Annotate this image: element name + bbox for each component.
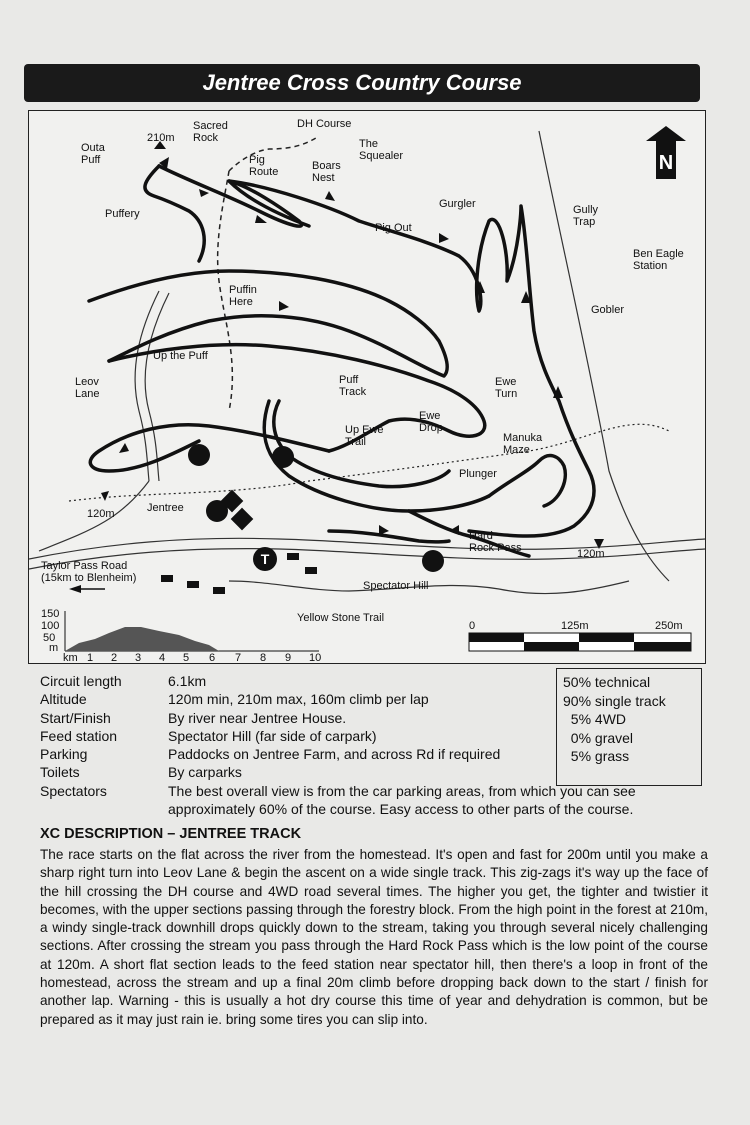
- label-pig-route: Pig Route: [249, 154, 279, 178]
- profile-x-5: 5: [183, 652, 190, 663]
- info-key: Parking: [40, 746, 88, 763]
- title-bar: [24, 64, 700, 102]
- car-icon-5: [213, 587, 225, 594]
- label-leov-lane: Leov Lane: [75, 376, 100, 400]
- car-icon-4: [187, 581, 199, 588]
- car-icon: [287, 553, 299, 560]
- label-ewe-turn: Ewe Turn: [495, 376, 518, 400]
- profile-y-50: 50: [43, 632, 56, 644]
- profile-x-3: 3: [135, 652, 142, 663]
- road-arrow-icon: [69, 585, 81, 593]
- info-key: Altitude: [40, 691, 87, 708]
- toilet-icon: [272, 446, 294, 468]
- info-key: Toilets: [40, 764, 80, 781]
- profile-x-2: 2: [111, 652, 118, 663]
- label-ben-eagle-station: Ben Eagle Station: [633, 248, 684, 272]
- label-gobler: Gobler: [591, 304, 625, 316]
- first-aid-icon: [188, 444, 210, 466]
- map-svg: [29, 111, 705, 663]
- terrain-item: 50% technical: [563, 674, 651, 690]
- terrain-item: 5% 4WD: [563, 711, 627, 727]
- label-dh-course: DH Course: [297, 118, 352, 130]
- info-key: Start/Finish: [40, 709, 111, 726]
- label-up-ewe-trail: Up Ewe Trail: [345, 424, 384, 448]
- altitude-profile: [41, 608, 321, 663]
- profile-x-7: 7: [235, 652, 242, 663]
- north-label: N: [658, 152, 674, 174]
- label-outa-puff: Outa Puff: [81, 142, 105, 166]
- label-the-squealer: The Squealer: [359, 138, 404, 162]
- label-up-the-puff: Up the Puff: [153, 350, 208, 362]
- terrain-item: 0% gravel: [563, 729, 634, 746]
- terrain-item: 90% single track: [563, 692, 666, 709]
- info-value: The best overall view is from the car parking areas, from which you can see: [168, 782, 636, 799]
- label-jentree: Jentree: [147, 502, 184, 514]
- info-value: 6.1km: [168, 673, 207, 689]
- info-key: Feed station: [40, 727, 118, 744]
- label-sacred-rock: Sacred Rock: [193, 120, 228, 144]
- label-yellow-stone-trail: Yellow Stone Trail: [297, 612, 385, 624]
- info-key: Circuit length: [40, 673, 122, 689]
- svg-text:T: T: [260, 551, 270, 567]
- profile-x-10: 10: [309, 652, 322, 663]
- info-value: Spectator Hill (far side of carpark): [168, 727, 377, 744]
- label-summit: 210m: [147, 132, 175, 144]
- scale-tick-0: 0: [469, 620, 476, 632]
- profile-x-8: 8: [260, 652, 267, 663]
- label-taylor-pass-road: Taylor Pass Road (15km to Blenheim): [41, 560, 137, 584]
- label-puff-track: Puff Track: [339, 374, 367, 398]
- label-spectator-hill: Spectator Hill: [363, 580, 429, 592]
- label-ewe-drop: Ewe Drop: [419, 410, 443, 434]
- scale-tick-125: 125m: [561, 620, 589, 632]
- profile-x-4: 4: [159, 652, 166, 663]
- description-text: The race starts on the flat across the river from the homestead. It's open and fast for 200m until you make a sharp right turn into Leov Lane & begin the ascent on a wide single track. This zig-zags it's way up the face of the hill crossing the DH course and 4WD road several times. The higher you get, the tighter and twistier it becomes, with the upper sections passing through the forestry block. From the high point in the forest at 210m, a windy single-track downhill drops quickly down to the stream, taking you through several nicely challenging sections. After crossing the stream you pass through the Hard Rock Pass which is the low point of the course at 120m. A short flat section leads to the feed station near spectator hill, then there's a loop in front of the homestead, across the stream and up a final 20m climb before dropping back down to the start / finish for another lap. Warning - this is usually a hot dry course this time of year and dehydration is common, but be prepared as it may just rain ie. bring some tires you can slip into.: [40, 847, 708, 1027]
- direction-arrows: [101, 141, 604, 549]
- scale-bar: [469, 620, 691, 651]
- profile-x-9: 9: [285, 652, 292, 663]
- info-key: Spectators: [40, 782, 107, 799]
- info-value-cont: approximately 60% of the course. Easy access to other parts of the course.: [168, 800, 634, 817]
- water-drop-icon: [422, 550, 444, 572]
- label-alt-120-left: 120m: [87, 508, 115, 520]
- description-heading: XC DESCRIPTION – JENTREE TRACK: [40, 826, 302, 842]
- profile-x-km: km: [63, 652, 78, 663]
- label-puffin-here: Puffin Here: [229, 284, 257, 308]
- page-title: Jentree Cross Country Course: [202, 70, 522, 95]
- label-gurgler: Gurgler: [439, 198, 476, 210]
- label-boars-nest: Boars Nest: [312, 160, 341, 184]
- label-alt-120-right: 120m: [577, 548, 605, 560]
- profile-x-1: 1: [87, 652, 94, 663]
- label-hard-rock-pass: Hard Rock Pass: [469, 530, 522, 554]
- label-gully-trap: Gully Trap: [573, 204, 599, 228]
- terrain-item: 5% grass: [563, 748, 630, 764]
- course-map: [28, 110, 706, 664]
- car-icon-3: [161, 575, 173, 582]
- house-icon-2: [231, 508, 254, 531]
- label-plunger: Plunger: [459, 468, 497, 480]
- profile-y-150: 150: [41, 608, 60, 620]
- label-pig-out: Pig Out: [375, 222, 412, 234]
- scale-tick-250: 250m: [655, 620, 683, 632]
- info-value: By river near Jentree House.: [168, 709, 347, 726]
- profile-y-unit: m: [49, 642, 59, 654]
- label-puffery: Puffery: [105, 208, 140, 220]
- label-manuka-maze: Manuka Maze: [503, 432, 543, 456]
- profile-y-100: 100: [41, 620, 60, 632]
- profile-x-6: 6: [209, 652, 216, 663]
- terrain-breakdown: [556, 668, 702, 786]
- info-value: 120m min, 210m max, 160m climb per lap: [168, 691, 429, 708]
- info-value: Paddocks on Jentree Farm, and across Rd if required: [168, 746, 501, 763]
- car-icon-2: [305, 567, 317, 574]
- north-arrow: [646, 126, 686, 179]
- info-value: By carparks: [168, 764, 242, 781]
